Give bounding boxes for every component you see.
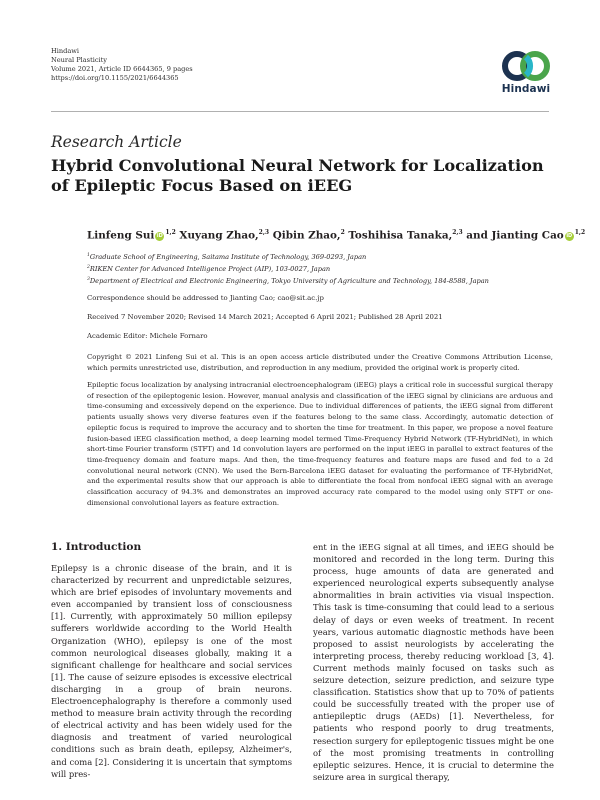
author-name[interactable]: Qibin Zhao,: [272, 229, 341, 242]
affiliation: [87, 253, 366, 261]
author-affiliation-marker: 1,2: [165, 229, 176, 236]
journal-name: Neural Plasticity: [51, 55, 108, 64]
left-column: [51, 540, 292, 780]
logo-wordmark: Hindawi: [501, 83, 551, 95]
orcid-icon[interactable]: iD: [566, 233, 573, 240]
publication-dates: Received 7 November 2020; Revised 14 March 2021; Accepted 6 April 2021; Published 28 April 2021: [87, 313, 443, 321]
author-affiliation-marker: 1,2: [574, 229, 586, 236]
author-name[interactable]: Xuyang Zhao,: [179, 229, 259, 242]
right-column: [313, 541, 554, 783]
volume-info: Volume 2021, Article ID 6644365, 9 pages: [51, 64, 193, 73]
hindawi-logo: [496, 50, 556, 95]
affiliation-text: Graduate School of Engineering, Saitama Institute of Technology, 369-0293, Japan: [89, 253, 367, 262]
academic-editor: Academic Editor: Michele Fornaro: [87, 332, 208, 340]
author-affiliation-marker: 2,3: [452, 229, 463, 236]
affiliation: [87, 277, 489, 285]
affiliation-text: RIKEN Center for Advanced Intelligence Project (AIP), 103-0027, Japan: [89, 265, 331, 274]
author-list: [87, 229, 585, 241]
author-name[interactable]: and Jianting Cao: [466, 229, 564, 242]
article-type: Research Article: [51, 133, 182, 151]
body-paragraph: Epilepsy is a chronic disease of the brain, and it is characterized by recurrent and unpredictable seizures, which are brief episodes of involuntary movements and even accompanied by transient loss of consciousness [1]. Currently, with approximately 50 million epilepsy sufferers worldwide according to the World Health Organization (WHO), epilepsy is one of the most common neurological diseases globally, making it a significant challenge for healthcare and social services [1]. The cause of seizure episodes is excessive electrical discharging in a group of brain neurons. Electroencephalography is therefore a commonly used method to measure brain activity through the recording of electrical activity and has been widely used for the diagnosis and treatment of varied neurological conditions such as brain death, epilepsy, Alzheimer's, and coma [2]. Considering it is uncertain that symptoms will pres-: [51, 563, 292, 779]
body-paragraph: ent in the iEEG signal at all times, and iEEG should be monitored and recorded in the long term. During this process, huge amounts of data are generated and experienced neurological experts subsequently analyse abnormalities in brain activities via visual inspection. This task is time-consuming that could lead to a serious delay of days or even weeks of treatment. In recent years, various automatic diagnostic methods have been proposed to assist neurologists by accelerating the interpreting process, thereby reducing workload [3, 4]. Current methods mainly focused on tasks such as seizure detection, seizure prediction, and seizure type classification. Statistics show that up to 70% of patients could be successfully treated with the proper use of antiepileptic drugs (AEDs) [1]. Nevertheless, for patients who respond poorly to drug treatments, resection surgery for epileptogenic tissues might be one of the most promising treatments in controlling epileptic seizures. Hence, it is crucial to determine the seizure area in surgical therapy,: [313, 542, 554, 782]
copyright-notice: Copyright © 2021 Linfeng Sui et al. This is an open access article distributed under the Creative Commons Attribution License, which permits unrestricted use, distribution, and reproduction in any medium, provided the original work is properly cited.: [87, 353, 553, 372]
paper-title: Hybrid Convolutional Neural Network for Localization of Epileptic Focus Based on iEEG: [51, 156, 544, 195]
affiliation: [87, 265, 330, 273]
correspondence: Correspondence should be addressed to Jianting Cao; cao@sit.ac.jp: [87, 294, 324, 302]
affiliation-text: Department of Electrical and Electronic Engineering, Tokyo University of Agriculture and Technology, 184-8588, Japan: [89, 277, 489, 286]
author-name[interactable]: Linfeng Sui: [87, 229, 155, 242]
journal-header: [51, 47, 193, 83]
abstract: Epileptic focus localization by analysing intracranial electroencephalogram (iEEG) plays a critical role in successful surgical therapy of resection of the epileptogenic lesion. However, manual analysis and classification of the iEEG signal by clinicians are arduous and time-consuming and excessively depend on the experience. Due to individual differences of patients, the iEEG signal from different patients usually shows very diverse features even if the features belong to the same class. Accordingly, automatic detection of epileptic focus is required to improve the accuracy and to shorten the time for treatment. In this paper, we propose a novel feature fusion-based iEEG classification method, a deep learning model termed Time-Frequency Hybrid Network (TF-HybridNet), in which short-time Fourier transform (STFT) and 1d convolution layers are performed on the input iEEG in parallel to extract features of the time-frequency domain and feature maps. And then, the time-frequency features and feature maps are fused and fed to a 2d convolutional neural network (CNN). We used the Bern-Barcelona iEEG dataset for evaluating the performance of TF-HybridNet, and the experimental results show that our approach is able to differentiate the focal from nonfocal iEEG signal with an average classification accuracy of 94.3% and demonstrates an improved accuracy rate compared to the model using only STFT or one-dimensional convolutional layers as feature extraction.: [87, 381, 553, 507]
author-name[interactable]: Toshihisa Tanaka,: [348, 229, 453, 242]
section-heading: 1. Introduction: [51, 541, 142, 553]
author-affiliation-marker: 2: [340, 229, 345, 236]
header-divider: [51, 111, 549, 112]
doi-link[interactable]: https://doi.org/10.1155/2021/6644365: [51, 73, 179, 82]
orcid-icon[interactable]: iD: [156, 233, 163, 240]
affiliation-number: 2: [87, 265, 90, 270]
affiliation-number: 3: [87, 277, 90, 282]
author-affiliation-marker: 2,3: [258, 229, 270, 236]
hindawi-logo-icon: [498, 50, 554, 82]
publisher-name: Hindawi: [51, 47, 80, 55]
affiliation-number: 1: [87, 253, 90, 258]
